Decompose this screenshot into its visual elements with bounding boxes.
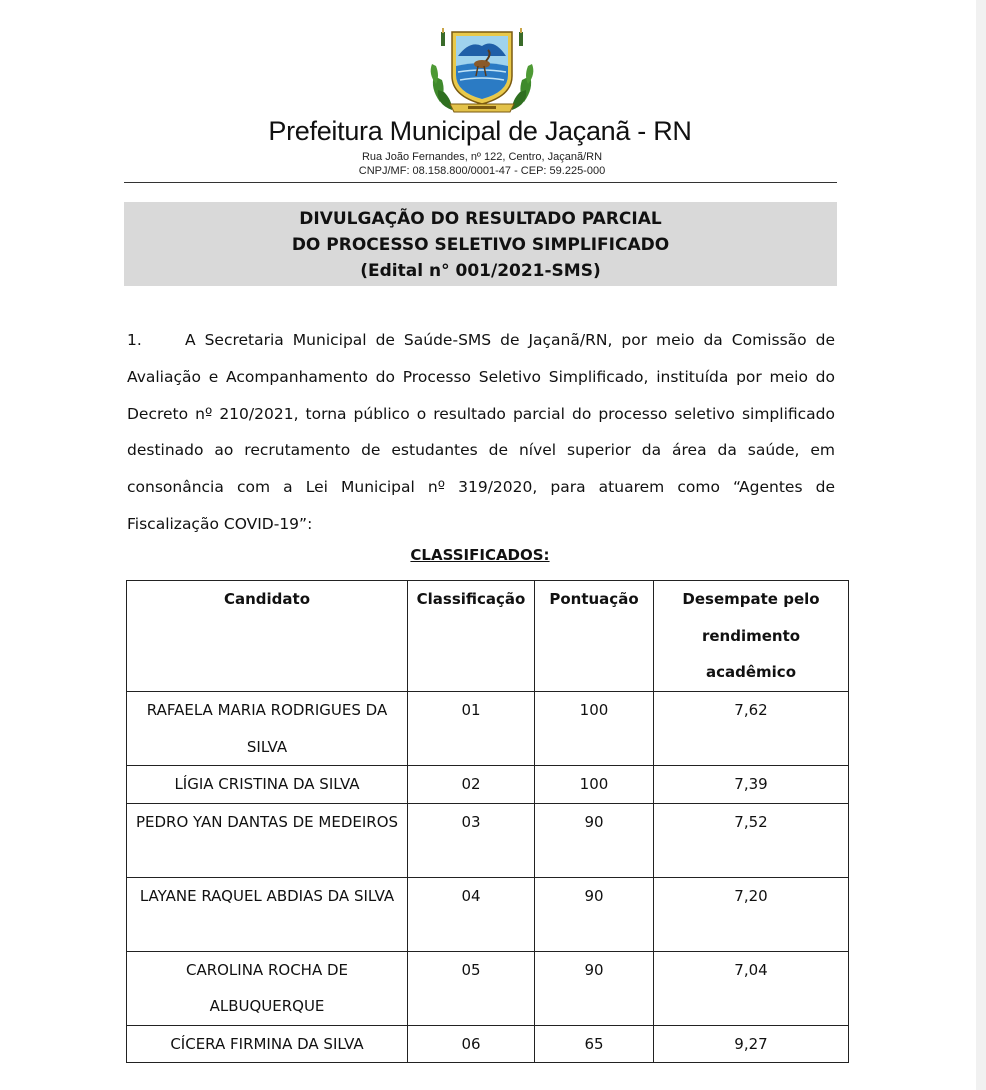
table-row (127, 692, 849, 766)
intro-paragraph (127, 322, 835, 543)
header-score: Pontuação (535, 581, 654, 692)
table-row (127, 803, 849, 877)
paragraph-text: A Secretaria Municipal de Saúde-SMS de Jaçanã/RN, por meio da Comissão de Avaliação e Acompanhamento do Processo Seletivo Simplificado, instituída por meio do Decreto nº 210/2021, torna público o resultado parcial do processo seletivo simplificado destinado ao recrutamento de estudantes de nível superior da área da saúde, em consonância com a Lei Municipal nº 319/2020, para atuarem como “Agentes de Fiscalização COVID-19”: (127, 331, 835, 533)
candidate-name: LÍGIA CRISTINA DA SILVA (127, 766, 408, 804)
paragraph-number: 1. (127, 331, 142, 349)
candidate-tiebreak: 7,39 (654, 766, 849, 804)
candidate-name: CÍCERA FIRMINA DA SILVA (127, 1025, 408, 1063)
page-edge-strip (976, 0, 986, 1090)
candidate-name: RAFAELA MARIA RODRIGUES DA SILVA (127, 692, 408, 766)
table-row (127, 951, 849, 1025)
candidate-score: 100 (535, 692, 654, 766)
results-table (126, 580, 849, 1063)
table-row (127, 1025, 849, 1063)
municipality-title: Prefeitura Municipal de Jaçanã - RN (268, 116, 692, 146)
candidate-score: 65 (535, 1025, 654, 1063)
candidate-score: 90 (535, 877, 654, 951)
candidate-rank: 03 (408, 803, 535, 877)
candidate-name: CAROLINA ROCHA DE ALBUQUERQUE (127, 951, 408, 1025)
candidate-score: 90 (535, 951, 654, 1025)
candidate-rank: 04 (408, 877, 535, 951)
candidate-name: LAYANE RAQUEL ABDIAS DA SILVA (127, 877, 408, 951)
header-candidate: Candidato (127, 581, 408, 692)
candidate-tiebreak: 7,04 (654, 951, 849, 1025)
candidate-tiebreak: 7,20 (654, 877, 849, 951)
candidate-score: 90 (535, 803, 654, 877)
header-tiebreak: Desempate pelo rendimento acadêmico (654, 581, 849, 692)
candidate-rank: 05 (408, 951, 535, 1025)
candidate-score: 100 (535, 766, 654, 804)
table-row (127, 766, 849, 804)
banner-line-3: (Edital n° 001/2021-SMS) (360, 261, 601, 281)
document-title-banner (124, 202, 837, 286)
candidate-tiebreak: 9,27 (654, 1025, 849, 1063)
classified-heading: CLASSIFICADOS: (410, 546, 550, 564)
candidate-rank: 06 (408, 1025, 535, 1063)
candidate-rank: 01 (408, 692, 535, 766)
address-line: Rua João Fernandes, nº 122, Centro, Jaçanã/RN (361, 151, 603, 163)
coat-of-arms-icon (428, 26, 536, 114)
candidate-tiebreak: 7,62 (654, 692, 849, 766)
cnpj-cep-line: CNPJ/MF: 08.158.800/0001-47 - CEP: 59.225-000 (358, 165, 606, 177)
candidate-name: PEDRO YAN DANTAS DE MEDEIROS (127, 803, 408, 877)
candidate-rank: 02 (408, 766, 535, 804)
candidate-tiebreak: 7,52 (654, 803, 849, 877)
header-rank: Classificação (408, 581, 535, 692)
header-divider (124, 182, 837, 183)
table-header-row (127, 581, 849, 692)
banner-line-2: DO PROCESSO SELETIVO SIMPLIFICADO (291, 235, 670, 255)
banner-line-1: DIVULGAÇÃO DO RESULTADO PARCIAL (299, 209, 662, 229)
table-row (127, 877, 849, 951)
